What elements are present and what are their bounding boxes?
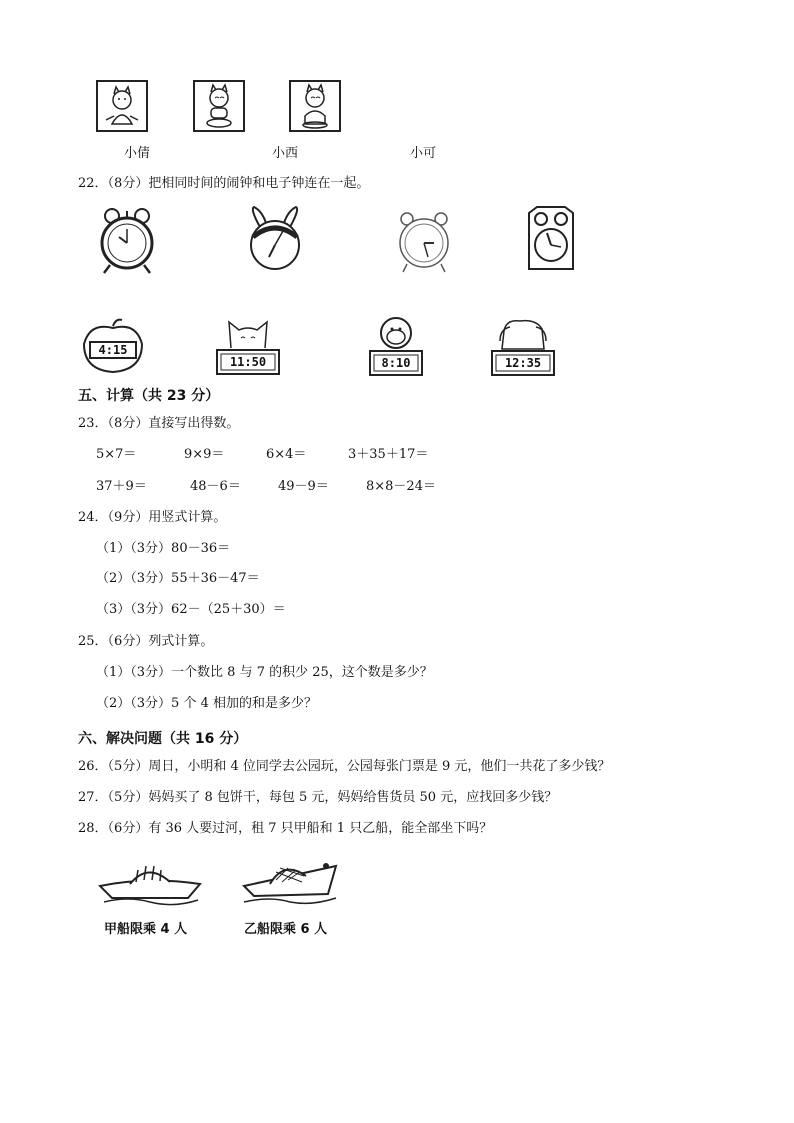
round-alarm-clock bbox=[395, 210, 453, 274]
q23-item-1: 5×7＝ bbox=[96, 447, 137, 462]
section-6-title: 六、解决问题（共 16 分） bbox=[78, 731, 248, 747]
q23-item-7: 49－9＝ bbox=[278, 479, 329, 494]
boat-b-label: 乙船限乘 6 人 bbox=[244, 922, 328, 937]
question-26: 26．（5分）周日，小明和 4 位同学去公园玩，公园每张门票是 9 元，他们一共花了多少钱？ bbox=[78, 759, 611, 774]
dog-digital-clock bbox=[490, 315, 556, 377]
q25-item-2: （2）（3分）5 个 4 相加的和是多少？ bbox=[96, 696, 317, 711]
monkey-digital-clock bbox=[368, 315, 424, 377]
question-28: 28．（6分）有 36 人要过河，租 7 只甲船和 1 只乙船，能全部坐下吗？ bbox=[78, 821, 493, 836]
boat-b-picture bbox=[240, 852, 340, 906]
q23-item-2: 9×9＝ bbox=[184, 447, 225, 462]
q23-item-8: 8×8－24＝ bbox=[366, 479, 436, 494]
q24-item-2: （2）（3分）55＋36－47＝ bbox=[96, 571, 260, 586]
owl-clock bbox=[525, 203, 577, 273]
question-23: 23．（8分）直接写出得数。 bbox=[78, 416, 240, 431]
question-27: 27．（5分）妈妈买了 8 包饼干，每包 5 元，妈妈给售货员 50 元，应找回多少钱？ bbox=[78, 790, 558, 805]
kitten-picture-1 bbox=[96, 80, 148, 132]
question-24: 24．（9分）用竖式计算。 bbox=[78, 510, 227, 525]
rabbit-clock bbox=[242, 205, 308, 275]
kitten-picture-3 bbox=[289, 80, 341, 132]
question-22: 22．（8分）把相同时间的闹钟和电子钟连在一起。 bbox=[78, 176, 370, 191]
q23-item-5: 37＋9＝ bbox=[96, 479, 147, 494]
question-25: 25．（6分）列式计算。 bbox=[78, 634, 214, 649]
q24-item-3: （3）（3分）62－（25＋30）＝ bbox=[96, 602, 286, 617]
q23-item-3: 6×4＝ bbox=[266, 447, 307, 462]
name-xiaoqian: 小倩 bbox=[124, 146, 151, 161]
cat-digital-clock bbox=[215, 318, 281, 376]
q25-item-1: （1）（3分）一个数比 8 与 7 的积少 25，这个数是多少？ bbox=[96, 665, 433, 680]
digital-time-3: 8:10 bbox=[381, 356, 411, 370]
boat-a-picture bbox=[98, 858, 202, 906]
digital-time-4: 12:35 bbox=[504, 356, 542, 370]
section-5-title: 五、计算（共 23 分） bbox=[78, 388, 220, 404]
name-xiaoxi: 小西 bbox=[272, 146, 299, 161]
boat-a-label: 甲船限乘 4 人 bbox=[104, 922, 188, 937]
digital-time-2: 11:50 bbox=[229, 355, 267, 369]
q23-item-4: 3＋35＋17＝ bbox=[348, 447, 429, 462]
name-xiaoke: 小可 bbox=[410, 146, 437, 161]
apple-digital-clock bbox=[80, 318, 146, 374]
q23-item-6: 48－6＝ bbox=[190, 479, 241, 494]
alarm-clock-1 bbox=[96, 207, 158, 275]
digital-time-1: 4:15 bbox=[98, 343, 128, 357]
q24-item-1: （1）（3分）80－36＝ bbox=[96, 541, 231, 556]
kitten-picture-2 bbox=[193, 80, 245, 132]
